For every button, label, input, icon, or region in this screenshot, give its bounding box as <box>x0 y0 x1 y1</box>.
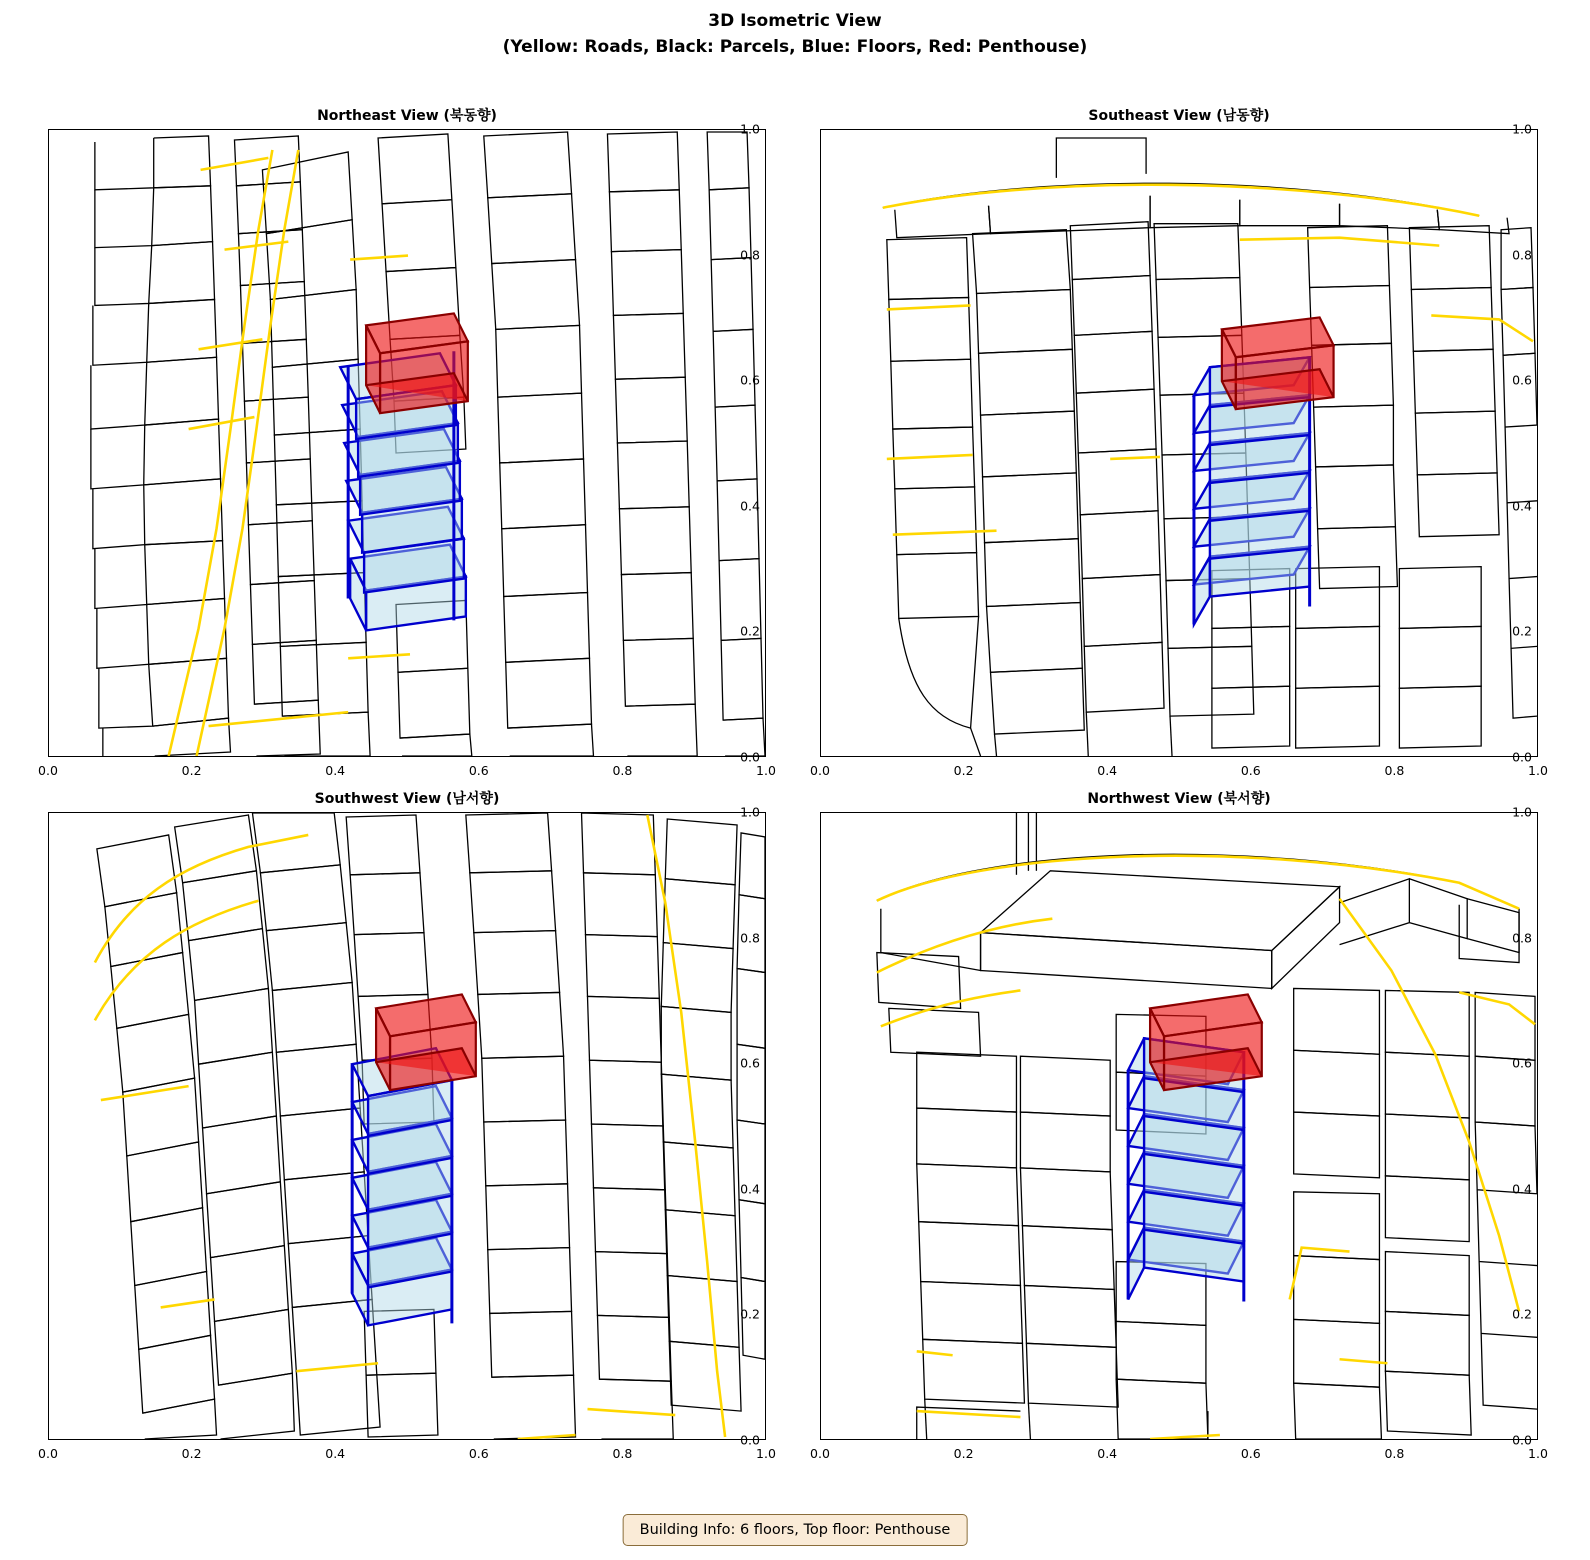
panel-northwest: Northwest View (북서향) 0.0 0.2 0.4 0.6 0.8 1.0 0.0 0.2 0.4 0.6 0.8 1.0 <box>820 812 1538 1440</box>
suptitle-line-1: 3D Isometric View <box>708 11 882 31</box>
suptitle-line-2: (Yellow: Roads, Black: Parcels, Blue: Floors, Red: Penthouse) <box>502 37 1088 57</box>
figure-suptitle <box>0 8 1590 60</box>
panel-southeast: Southeast View (남동향) 0.0 0.2 0.4 0.6 0.8 1.0 0.0 0.2 0.4 0.6 0.8 1.0 <box>820 129 1538 757</box>
panel-northwest-title: Northwest View (북서향) <box>1087 791 1271 807</box>
panel-southeast-title: Southeast View (남동향) <box>1088 108 1270 124</box>
panel-southwest-axes[interactable] <box>48 812 766 1440</box>
panel-southwest: Southwest View (남서향) 0.0 0.2 0.4 0.6 0.8 1.0 0.0 0.2 0.4 0.6 0.8 1.0 <box>48 812 766 1440</box>
panel-southeast-axes[interactable] <box>820 129 1538 757</box>
panel-northeast-title: Northeast View (북동향) <box>317 108 497 124</box>
panel-northeast: Northeast View (북동향) 0.0 0.2 0.4 0.6 0.8 1.0 0.0 0.2 0.4 0.6 0.8 1.0 <box>48 129 766 757</box>
panel-northeast-axes[interactable] <box>48 129 766 757</box>
panel-southwest-title: Southwest View (남서향) <box>314 791 500 807</box>
building-info-box: Building Info: 6 floors, Top floor: Penthouse <box>623 1514 968 1546</box>
panel-northwest-axes[interactable] <box>820 812 1538 1440</box>
